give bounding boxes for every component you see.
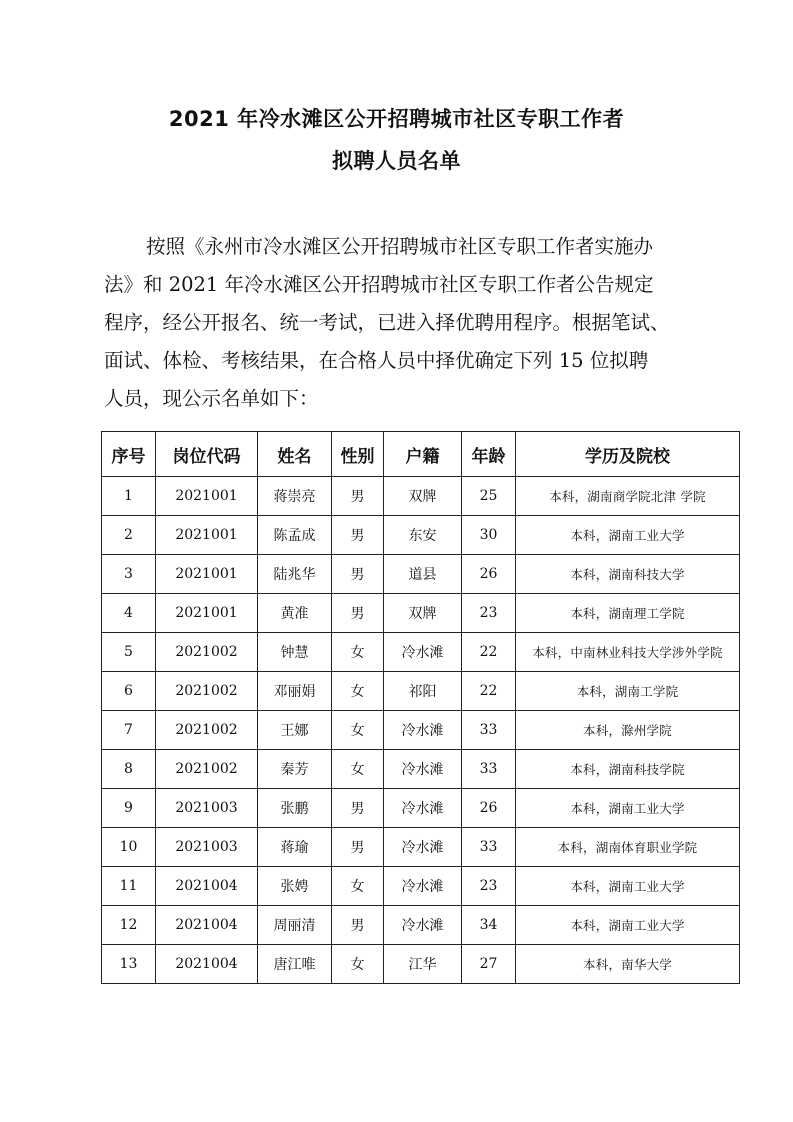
cell-name: 唐江唯: [258, 945, 332, 984]
cell-domicile: 道县: [384, 555, 462, 594]
cell-seq: 12: [102, 906, 156, 945]
header-cell-name: 姓名: [258, 432, 332, 477]
cell-post-code: 2021004: [156, 906, 258, 945]
cell-education: 本科，湖南工业大学: [516, 789, 740, 828]
cell-education: 本科，滁州学院: [516, 711, 740, 750]
cell-gender: 男: [332, 789, 384, 828]
header-cell-post-code: 岗位代码: [156, 432, 258, 477]
cell-name: 陈孟成: [258, 516, 332, 555]
cell-gender: 女: [332, 867, 384, 906]
document-title-line-1: 2021 年冷水滩区公开招聘城市社区专职工作者: [168, 107, 625, 131]
cell-domicile: 双牌: [384, 594, 462, 633]
cell-post-code: 2021001: [156, 555, 258, 594]
cell-age: 33: [462, 750, 516, 789]
paragraph-line: 程序，经公开报名、统一考试，已进入择优聘用程序。根据笔试、: [104, 311, 670, 334]
cell-post-code: 2021002: [156, 711, 258, 750]
cell-post-code: 2021004: [156, 867, 258, 906]
cell-domicile: 冷水滩: [384, 828, 462, 867]
table-row: [102, 789, 740, 828]
cell-name: 黄准: [258, 594, 332, 633]
cell-post-code: 2021004: [156, 945, 258, 984]
cell-education: 本科，湖南商学院北津 学院: [516, 477, 740, 516]
cell-seq: 10: [102, 828, 156, 867]
cell-education: 本科，湖南工学院: [516, 672, 740, 711]
cell-education: 本科，湖南工业大学: [516, 516, 740, 555]
cell-post-code: 2021003: [156, 828, 258, 867]
header-cell-domicile: 户籍: [384, 432, 462, 477]
cell-gender: 男: [332, 555, 384, 594]
table-row: [102, 594, 740, 633]
cell-domicile: 冷水滩: [384, 711, 462, 750]
cell-name: 邓丽娟: [258, 672, 332, 711]
cell-post-code: 2021002: [156, 672, 258, 711]
header-cell-seq: 序号: [102, 432, 156, 477]
cell-age: 26: [462, 555, 516, 594]
table-row: [102, 477, 740, 516]
cell-post-code: 2021001: [156, 594, 258, 633]
table-header-row: [102, 432, 740, 477]
cell-gender: 女: [332, 945, 384, 984]
table-row: [102, 750, 740, 789]
cell-age: 25: [462, 477, 516, 516]
cell-seq: 8: [102, 750, 156, 789]
cell-education: 本科，中南林业科技大学涉外学院: [516, 633, 740, 672]
cell-seq: 13: [102, 945, 156, 984]
header-cell-gender: 性别: [332, 432, 384, 477]
cell-post-code: 2021002: [156, 633, 258, 672]
cell-age: 33: [462, 828, 516, 867]
cell-domicile: 冷水滩: [384, 867, 462, 906]
cell-seq: 9: [102, 789, 156, 828]
cell-education: 本科，湖南理工学院: [516, 594, 740, 633]
header-cell-education: 学历及院校: [516, 432, 740, 477]
table-row: [102, 867, 740, 906]
cell-age: 23: [462, 867, 516, 906]
cell-age: 30: [462, 516, 516, 555]
table-row: [102, 711, 740, 750]
table-row: [102, 945, 740, 984]
cell-education: 本科，湖南科技大学: [516, 555, 740, 594]
cell-name: 蒋瑜: [258, 828, 332, 867]
cell-seq: 4: [102, 594, 156, 633]
cell-education: 本科，湖南体育职业学院: [516, 828, 740, 867]
table-row: [102, 906, 740, 945]
paragraph-line: 面试、体检、考核结果，在合格人员中择优确定下列 15 位拟聘: [104, 349, 649, 372]
cell-domicile: 祁阳: [384, 672, 462, 711]
cell-name: 王娜: [258, 711, 332, 750]
cell-domicile: 江华: [384, 945, 462, 984]
cell-seq: 1: [102, 477, 156, 516]
cell-name: 张鹏: [258, 789, 332, 828]
cell-name: 蒋崇亮: [258, 477, 332, 516]
table-row: [102, 828, 740, 867]
cell-age: 33: [462, 711, 516, 750]
paragraph-line: 法》和 2021 年冷水滩区公开招聘城市社区专职工作者公告规定: [104, 273, 654, 296]
cell-domicile: 冷水滩: [384, 633, 462, 672]
table-row: [102, 672, 740, 711]
cell-age: 26: [462, 789, 516, 828]
cell-gender: 女: [332, 711, 384, 750]
cell-name: 秦芳: [258, 750, 332, 789]
cell-name: 陆兆华: [258, 555, 332, 594]
cell-post-code: 2021001: [156, 477, 258, 516]
cell-seq: 11: [102, 867, 156, 906]
table-body: [102, 477, 740, 984]
cell-domicile: 冷水滩: [384, 750, 462, 789]
cell-gender: 男: [332, 477, 384, 516]
cell-name: 周丽清: [258, 906, 332, 945]
cell-seq: 7: [102, 711, 156, 750]
candidate-table: [101, 431, 740, 984]
cell-age: 23: [462, 594, 516, 633]
cell-age: 22: [462, 672, 516, 711]
cell-post-code: 2021003: [156, 789, 258, 828]
cell-seq: 6: [102, 672, 156, 711]
paragraph-line: 按照《永州市冷水滩区公开招聘城市社区专职工作者实施办: [146, 235, 654, 258]
cell-name: 钟慧: [258, 633, 332, 672]
cell-education: 本科，湖南科技学院: [516, 750, 740, 789]
cell-gender: 男: [332, 594, 384, 633]
cell-age: 22: [462, 633, 516, 672]
cell-seq: 3: [102, 555, 156, 594]
paragraph-line: 人员，现公示名单如下：: [104, 387, 319, 410]
table-row: [102, 516, 740, 555]
cell-age: 34: [462, 906, 516, 945]
cell-gender: 男: [332, 516, 384, 555]
cell-gender: 男: [332, 906, 384, 945]
document-title-line-2: 拟聘人员名单: [332, 149, 461, 173]
cell-gender: 女: [332, 633, 384, 672]
cell-domicile: 双牌: [384, 477, 462, 516]
cell-education: 本科，湖南工业大学: [516, 867, 740, 906]
intro-paragraph: [104, 228, 694, 418]
cell-post-code: 2021001: [156, 516, 258, 555]
cell-gender: 女: [332, 750, 384, 789]
cell-age: 27: [462, 945, 516, 984]
table-row: [102, 633, 740, 672]
table-row: [102, 555, 740, 594]
cell-gender: 女: [332, 672, 384, 711]
cell-name: 张娉: [258, 867, 332, 906]
header-cell-age: 年龄: [462, 432, 516, 477]
cell-education: 本科，南华大学: [516, 945, 740, 984]
cell-gender: 男: [332, 828, 384, 867]
cell-domicile: 冷水滩: [384, 906, 462, 945]
cell-seq: 5: [102, 633, 156, 672]
cell-seq: 2: [102, 516, 156, 555]
cell-domicile: 冷水滩: [384, 789, 462, 828]
cell-post-code: 2021002: [156, 750, 258, 789]
cell-domicile: 东安: [384, 516, 462, 555]
cell-education: 本科，湖南工业大学: [516, 906, 740, 945]
